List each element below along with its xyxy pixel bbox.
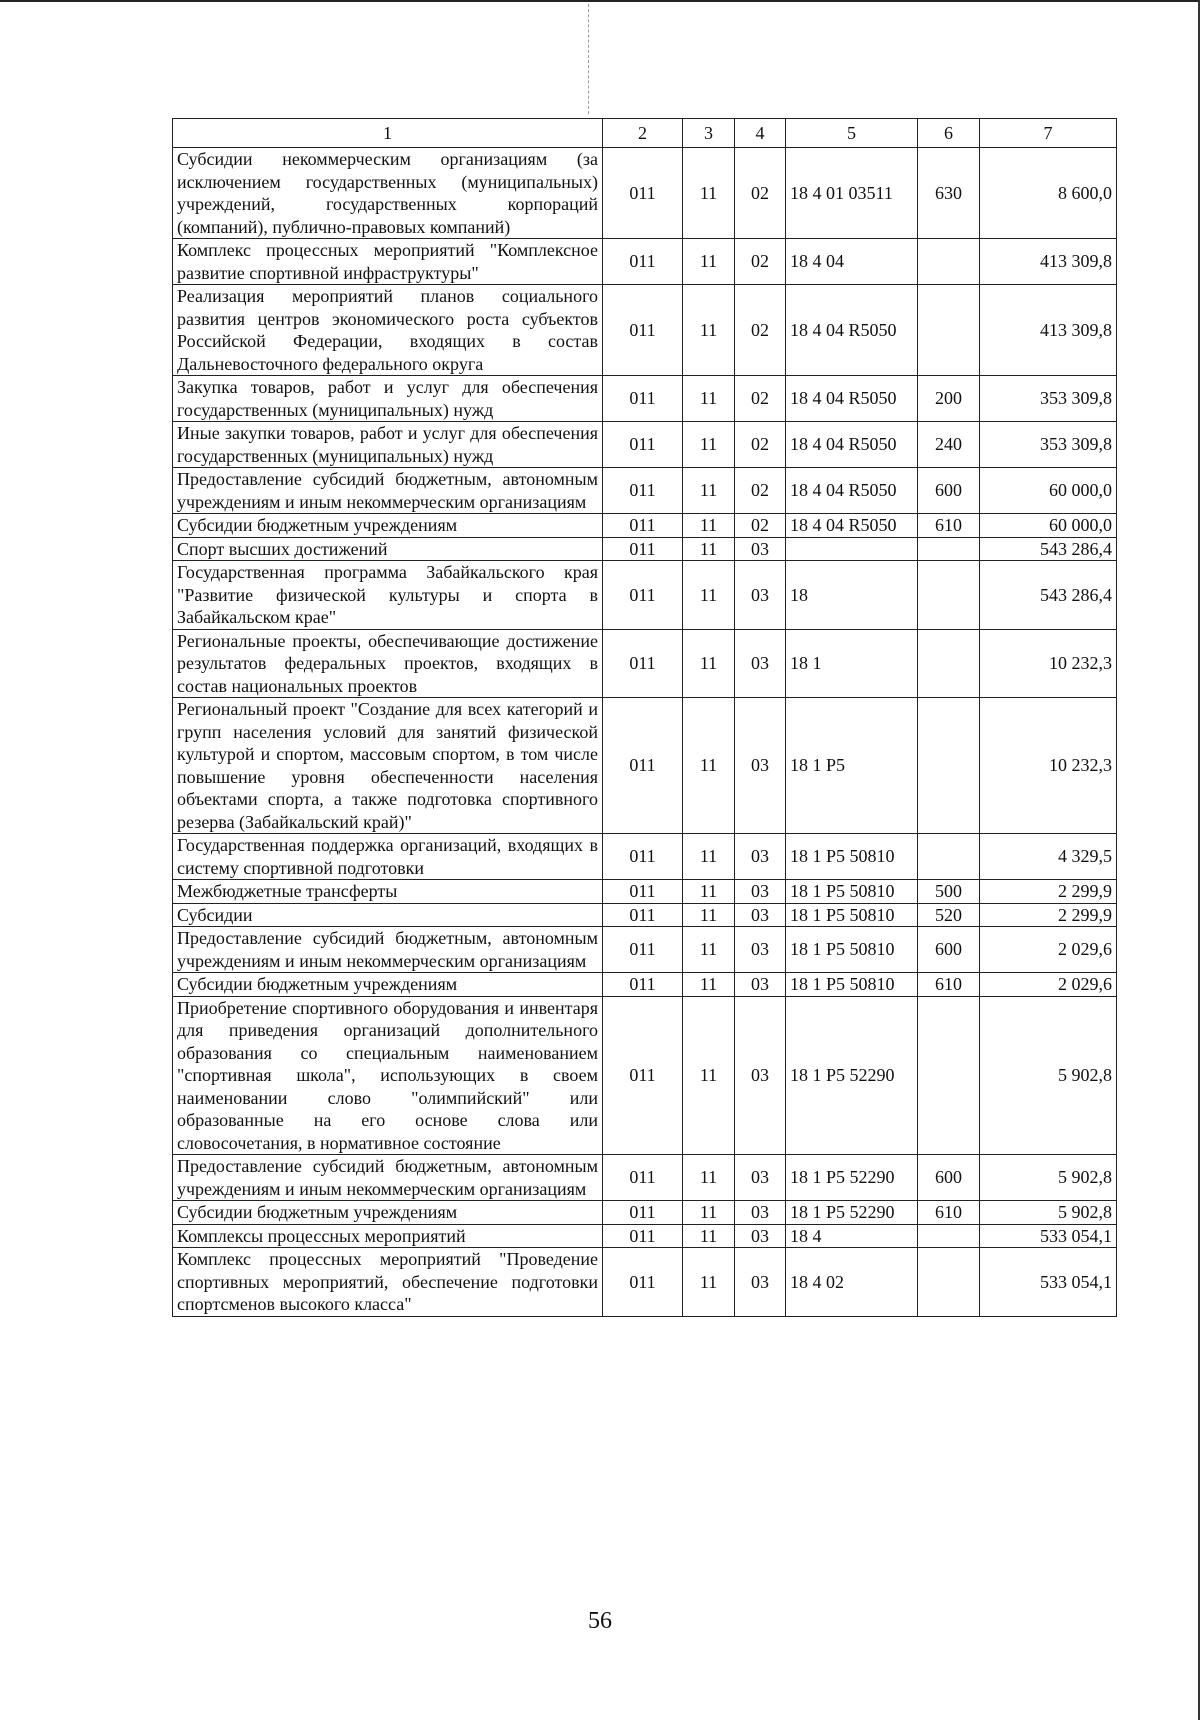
header-cell-1: 1 [173, 119, 603, 148]
row-amount: 60 000,0 [980, 514, 1117, 538]
row-amount: 413 309,8 [980, 239, 1117, 285]
row-expense-type [918, 1248, 980, 1317]
row-target-article: 18 [786, 561, 918, 630]
table-row [173, 468, 1117, 514]
row-ministry-code: 011 [603, 629, 683, 698]
table-row [173, 996, 1117, 1155]
row-amount: 5 902,8 [980, 1201, 1117, 1225]
row-ministry-code: 011 [603, 698, 683, 834]
row-ministry-code: 011 [603, 880, 683, 904]
row-section-code: 11 [683, 1248, 735, 1317]
row-ministry-code: 011 [603, 1155, 683, 1201]
table-row [173, 537, 1117, 561]
row-subsection-code: 03 [735, 1224, 786, 1248]
table-row [173, 148, 1117, 239]
row-amount: 543 286,4 [980, 537, 1117, 561]
header-row [173, 119, 1117, 148]
row-target-article: 18 1 P5 52290 [786, 1201, 918, 1225]
row-ministry-code: 011 [603, 537, 683, 561]
table-row [173, 376, 1117, 422]
table-row [173, 903, 1117, 927]
row-amount: 2 029,6 [980, 973, 1117, 997]
row-expense-type [918, 561, 980, 630]
header-cell-3: 3 [683, 119, 735, 148]
row-target-article: 18 1 P5 50810 [786, 927, 918, 973]
budget-table [172, 118, 1117, 1317]
row-ministry-code: 011 [603, 239, 683, 285]
table-row [173, 880, 1117, 904]
budget-table-body [173, 119, 1117, 1317]
row-subsection-code: 03 [735, 880, 786, 904]
table-row [173, 1224, 1117, 1248]
row-amount: 2 029,6 [980, 927, 1117, 973]
row-target-article: 18 4 01 03511 [786, 148, 918, 239]
row-section-code: 11 [683, 514, 735, 538]
row-amount: 10 232,3 [980, 629, 1117, 698]
row-target-article: 18 4 [786, 1224, 918, 1248]
header-cell-6: 6 [918, 119, 980, 148]
row-expense-type: 500 [918, 880, 980, 904]
row-subsection-code: 03 [735, 834, 786, 880]
row-expense-type [918, 285, 980, 376]
page-number: 56 [588, 1608, 612, 1634]
row-amount: 533 054,1 [980, 1224, 1117, 1248]
row-target-article: 18 4 04 R5050 [786, 285, 918, 376]
row-target-article: 18 4 04 R5050 [786, 514, 918, 538]
row-amount: 353 309,8 [980, 376, 1117, 422]
row-name: Комплекс процессных мероприятий "Комплексное развитие спортивной инфраструктуры" [173, 239, 603, 285]
row-target-article: 18 1 P5 52290 [786, 996, 918, 1155]
row-ministry-code: 011 [603, 903, 683, 927]
row-expense-type: 600 [918, 468, 980, 514]
row-ministry-code: 011 [603, 561, 683, 630]
row-subsection-code: 02 [735, 514, 786, 538]
row-expense-type: 240 [918, 422, 980, 468]
row-name: Предоставление субсидий бюджетным, автономным учреждениям и иным некоммерческим организациям [173, 1155, 603, 1201]
row-target-article: 18 4 04 [786, 239, 918, 285]
row-expense-type [918, 1224, 980, 1248]
row-ministry-code: 011 [603, 973, 683, 997]
row-name: Субсидии [173, 903, 603, 927]
table-row [173, 1155, 1117, 1201]
fold-mark [588, 4, 589, 114]
row-name: Региональный проект "Создание для всех категорий и групп населения условий для занятий физической культурой и спортом, массовым спортом, в том числе повышение уровня обеспеченности населения объектами спорта, а также подготовка спортивного резерва (Забайкальский край)" [173, 698, 603, 834]
row-expense-type: 600 [918, 927, 980, 973]
row-expense-type: 520 [918, 903, 980, 927]
row-name: Комплексы процессных мероприятий [173, 1224, 603, 1248]
row-subsection-code: 02 [735, 422, 786, 468]
row-target-article: 18 1 [786, 629, 918, 698]
row-amount: 533 054,1 [980, 1248, 1117, 1317]
row-name: Спорт высших достижений [173, 537, 603, 561]
row-section-code: 11 [683, 422, 735, 468]
row-name: Государственная поддержка организаций, входящих в систему спортивной подготовки [173, 834, 603, 880]
row-section-code: 11 [683, 973, 735, 997]
row-ministry-code: 011 [603, 468, 683, 514]
row-expense-type: 200 [918, 376, 980, 422]
header-cell-5: 5 [786, 119, 918, 148]
row-name: Субсидии некоммерческим организациям (за исключением государственных (муниципальных) учреждений, государственных корпораций (компаний), публично-правовых компаний) [173, 148, 603, 239]
table-row [173, 629, 1117, 698]
row-section-code: 11 [683, 996, 735, 1155]
row-name: Предоставление субсидий бюджетным, автономным учреждениям и иным некоммерческим организациям [173, 927, 603, 973]
row-expense-type: 630 [918, 148, 980, 239]
row-target-article: 18 1 P5 [786, 698, 918, 834]
row-ministry-code: 011 [603, 285, 683, 376]
row-target-article: 18 4 04 R5050 [786, 376, 918, 422]
row-subsection-code: 02 [735, 239, 786, 285]
row-subsection-code: 02 [735, 148, 786, 239]
row-target-article: 18 4 02 [786, 1248, 918, 1317]
row-section-code: 11 [683, 629, 735, 698]
row-target-article: 18 1 P5 50810 [786, 973, 918, 997]
row-expense-type [918, 239, 980, 285]
row-subsection-code: 03 [735, 1155, 786, 1201]
row-section-code: 11 [683, 1155, 735, 1201]
row-expense-type: 610 [918, 1201, 980, 1225]
row-target-article: 18 1 P5 50810 [786, 903, 918, 927]
row-section-code: 11 [683, 927, 735, 973]
row-subsection-code: 03 [735, 561, 786, 630]
row-amount: 2 299,9 [980, 880, 1117, 904]
row-subsection-code: 03 [735, 698, 786, 834]
row-subsection-code: 03 [735, 1201, 786, 1225]
row-section-code: 11 [683, 698, 735, 834]
row-section-code: 11 [683, 880, 735, 904]
row-amount: 353 309,8 [980, 422, 1117, 468]
row-section-code: 11 [683, 148, 735, 239]
table-row [173, 561, 1117, 630]
row-amount: 10 232,3 [980, 698, 1117, 834]
row-subsection-code: 02 [735, 285, 786, 376]
row-target-article: 18 1 P5 50810 [786, 880, 918, 904]
row-subsection-code: 03 [735, 927, 786, 973]
table-row [173, 1201, 1117, 1225]
row-amount: 543 286,4 [980, 561, 1117, 630]
row-section-code: 11 [683, 1201, 735, 1225]
row-name: Приобретение спортивного оборудования и инвентаря для приведения организаций дополнительного образования со специальным наименованием "спортивная школа", использующих в своем наименовании слово "олимпийский" или образованные на его основе слова или словосочетания, в нормативное состояние [173, 996, 603, 1155]
row-name: Субсидии бюджетным учреждениям [173, 1201, 603, 1225]
table-row [173, 239, 1117, 285]
header-cell-7: 7 [980, 119, 1117, 148]
row-expense-type: 600 [918, 1155, 980, 1201]
table-row [173, 285, 1117, 376]
row-name: Субсидии бюджетным учреждениям [173, 514, 603, 538]
table-row [173, 927, 1117, 973]
row-expense-type [918, 834, 980, 880]
row-amount: 5 902,8 [980, 1155, 1117, 1201]
row-name: Закупка товаров, работ и услуг для обеспечения государственных (муниципальных) нужд [173, 376, 603, 422]
row-ministry-code: 011 [603, 422, 683, 468]
row-section-code: 11 [683, 285, 735, 376]
row-section-code: 11 [683, 1224, 735, 1248]
table-row [173, 1248, 1117, 1317]
row-subsection-code: 02 [735, 468, 786, 514]
row-name: Региональные проекты, обеспечивающие достижение результатов федеральных проектов, входящих в состав национальных проектов [173, 629, 603, 698]
row-subsection-code: 03 [735, 629, 786, 698]
row-section-code: 11 [683, 468, 735, 514]
row-ministry-code: 011 [603, 376, 683, 422]
row-name: Предоставление субсидий бюджетным, автономным учреждениям и иным некоммерческим организациям [173, 468, 603, 514]
page-top-edge [0, 0, 1200, 2]
row-expense-type: 610 [918, 973, 980, 997]
row-section-code: 11 [683, 376, 735, 422]
row-section-code: 11 [683, 239, 735, 285]
row-expense-type [918, 537, 980, 561]
row-section-code: 11 [683, 903, 735, 927]
row-name: Комплекс процессных мероприятий "Проведение спортивных мероприятий, обеспечение подготовки спортсменов высокого класса" [173, 1248, 603, 1317]
row-subsection-code: 03 [735, 903, 786, 927]
table-row [173, 422, 1117, 468]
row-ministry-code: 011 [603, 1201, 683, 1225]
header-cell-2: 2 [603, 119, 683, 148]
header-cell-4: 4 [735, 119, 786, 148]
row-name: Межбюджетные трансферты [173, 880, 603, 904]
row-ministry-code: 011 [603, 1248, 683, 1317]
row-expense-type [918, 629, 980, 698]
row-subsection-code: 03 [735, 973, 786, 997]
row-ministry-code: 011 [603, 148, 683, 239]
row-target-article: 18 1 P5 52290 [786, 1155, 918, 1201]
row-target-article: 18 4 04 R5050 [786, 422, 918, 468]
row-expense-type: 610 [918, 514, 980, 538]
row-ministry-code: 011 [603, 514, 683, 538]
row-target-article: 18 4 04 R5050 [786, 468, 918, 514]
row-subsection-code: 03 [735, 537, 786, 561]
row-expense-type [918, 698, 980, 834]
row-subsection-code: 02 [735, 376, 786, 422]
row-amount: 4 329,5 [980, 834, 1117, 880]
row-amount: 2 299,9 [980, 903, 1117, 927]
row-amount: 5 902,8 [980, 996, 1117, 1155]
row-section-code: 11 [683, 834, 735, 880]
table-row [173, 973, 1117, 997]
row-ministry-code: 011 [603, 834, 683, 880]
row-name: Иные закупки товаров, работ и услуг для обеспечения государственных (муниципальных) нужд [173, 422, 603, 468]
row-amount: 60 000,0 [980, 468, 1117, 514]
row-section-code: 11 [683, 561, 735, 630]
row-expense-type [918, 996, 980, 1155]
table-row [173, 834, 1117, 880]
table-row [173, 698, 1117, 834]
table-row [173, 514, 1117, 538]
row-ministry-code: 011 [603, 1224, 683, 1248]
row-name: Реализация мероприятий планов социального развития центров экономического роста субъектов Российской Федерации, входящих в состав Дальневосточного федерального округа [173, 285, 603, 376]
row-name: Государственная программа Забайкальского края "Развитие физической культуры и спорта в Забайкальском крае" [173, 561, 603, 630]
row-subsection-code: 03 [735, 996, 786, 1155]
row-section-code: 11 [683, 537, 735, 561]
row-amount: 413 309,8 [980, 285, 1117, 376]
row-subsection-code: 03 [735, 1248, 786, 1317]
row-target-article [786, 537, 918, 561]
row-target-article: 18 1 P5 50810 [786, 834, 918, 880]
row-name: Субсидии бюджетным учреждениям [173, 973, 603, 997]
row-amount: 8 600,0 [980, 148, 1117, 239]
row-ministry-code: 011 [603, 927, 683, 973]
row-ministry-code: 011 [603, 996, 683, 1155]
